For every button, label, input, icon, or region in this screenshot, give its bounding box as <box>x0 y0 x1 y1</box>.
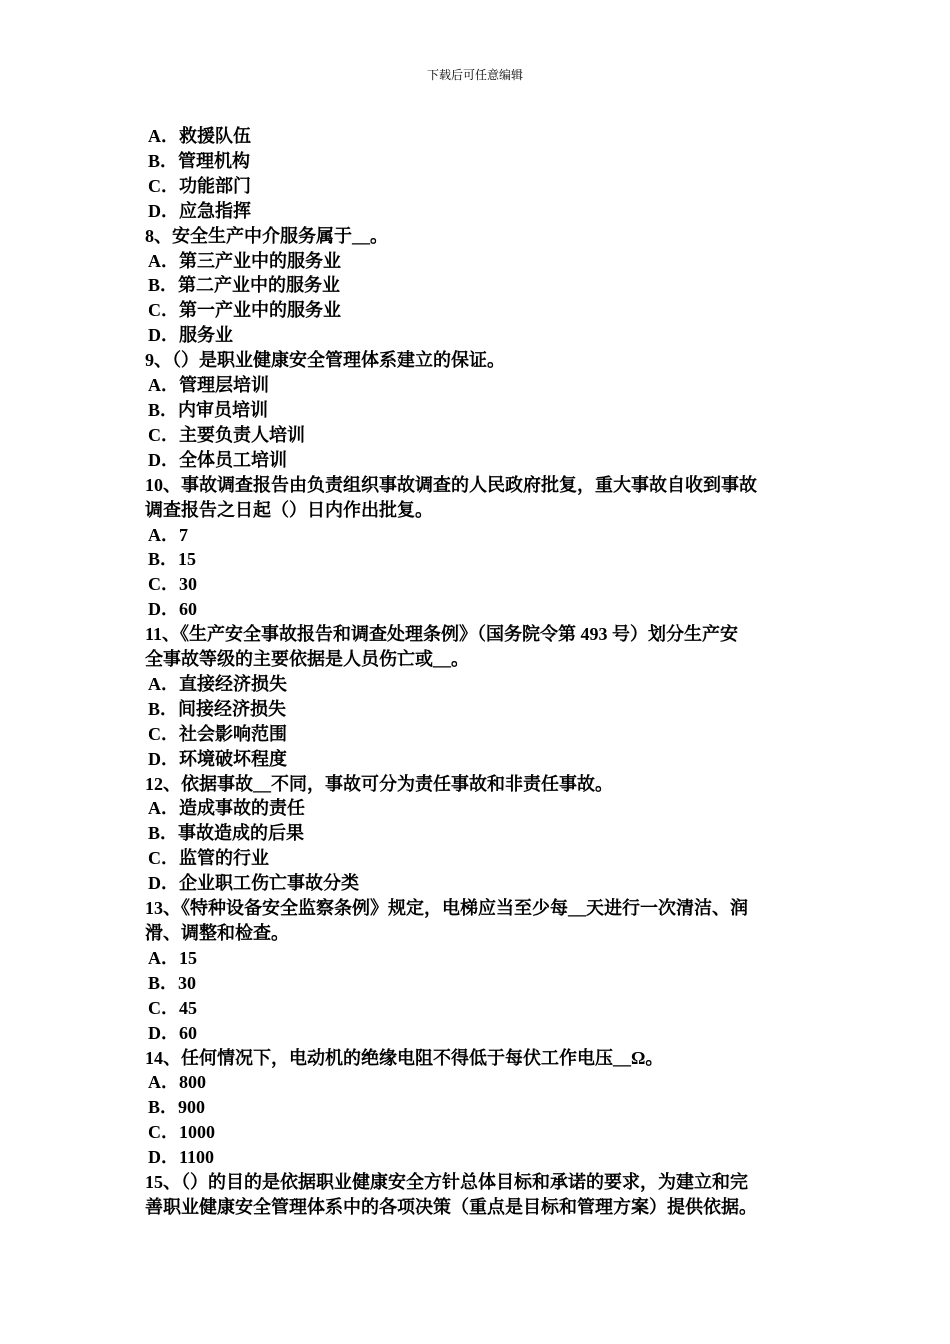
option-line: B．900 <box>148 1097 206 1118</box>
option-line: A．第三产业中的服务业 <box>148 250 341 271</box>
question-line: 善职业健康安全管理体系中的各项决策（重点是目标和管理方案）提供依据。 <box>145 1196 757 1217</box>
option-line: A．直接经济损失 <box>148 673 287 694</box>
option-line: C．功能部门 <box>148 175 251 196</box>
page-header: 下载后可任意编辑 <box>426 68 523 82</box>
option-line: A．15 <box>148 947 197 968</box>
option-line: D．服务业 <box>148 325 233 346</box>
option-line: C．监管的行业 <box>148 848 269 869</box>
option-line: A．7 <box>148 524 188 545</box>
option-line: D．1100 <box>148 1147 215 1168</box>
question-line: 滑、调整和检查。 <box>145 923 289 943</box>
option-line: C．社会影响范围 <box>148 723 287 744</box>
option-line: D．全体员工培训 <box>148 449 287 470</box>
option-line: C．第一产业中的服务业 <box>148 300 341 321</box>
question-line: 13、《特种设备安全监察条例》规定，电梯应当至少每__天进行一次清洁、润 <box>145 898 748 919</box>
option-line: B．管理机构 <box>148 150 251 171</box>
question-line: 9、（）是职业健康安全管理体系建立的保证。 <box>145 350 505 371</box>
option-line: D．60 <box>148 1022 197 1043</box>
question-line: 10、事故调查报告由负责组织事故调查的人民政府批复，重大事故自收到事故 <box>145 474 757 495</box>
option-line: B．间接经济损失 <box>148 698 287 719</box>
question-line: 调查报告之日起（）日内作出批复。 <box>145 499 433 520</box>
question-line: 15、（）的目的是依据职业健康安全方针总体目标和承诺的要求，为建立和完 <box>145 1172 748 1193</box>
option-line: D．企业职工伤亡事故分类 <box>148 873 359 894</box>
option-line: A．管理层培训 <box>148 375 269 396</box>
option-line: B．30 <box>148 972 197 993</box>
question-line: 全事故等级的主要依据是人员伤亡或__。 <box>145 649 469 670</box>
option-line: B．第二产业中的服务业 <box>148 275 341 296</box>
document-body <box>145 124 810 1220</box>
option-line: D．应急指挥 <box>148 200 251 221</box>
option-line: B．内审员培训 <box>148 399 269 420</box>
question-line: 14、任何情况下，电动机的绝缘电阻不得低于每伏工作电压__Ω。 <box>145 1047 664 1068</box>
question-line: 12、依据事故__不同，事故可分为责任事故和非责任事故。 <box>145 773 613 794</box>
option-line: C．30 <box>148 574 197 595</box>
question-line: 11、《生产安全事故报告和调查处理条例》（国务院令第 493 号）划分生产安 <box>145 624 739 645</box>
option-line: A．造成事故的责任 <box>148 798 305 819</box>
question-line: 8、安全生产中介服务属于__。 <box>145 225 388 246</box>
option-line: D．60 <box>148 599 197 620</box>
option-line: B．事故造成的后果 <box>148 823 305 844</box>
option-line: C．主要负责人培训 <box>148 424 305 445</box>
option-line: A．救援队伍 <box>148 126 251 146</box>
option-line: C．1000 <box>148 1122 215 1143</box>
option-line: C．45 <box>148 997 197 1018</box>
option-line: D．环境破坏程度 <box>148 748 287 769</box>
option-line: B．15 <box>148 549 197 570</box>
option-line: A．800 <box>148 1072 206 1093</box>
